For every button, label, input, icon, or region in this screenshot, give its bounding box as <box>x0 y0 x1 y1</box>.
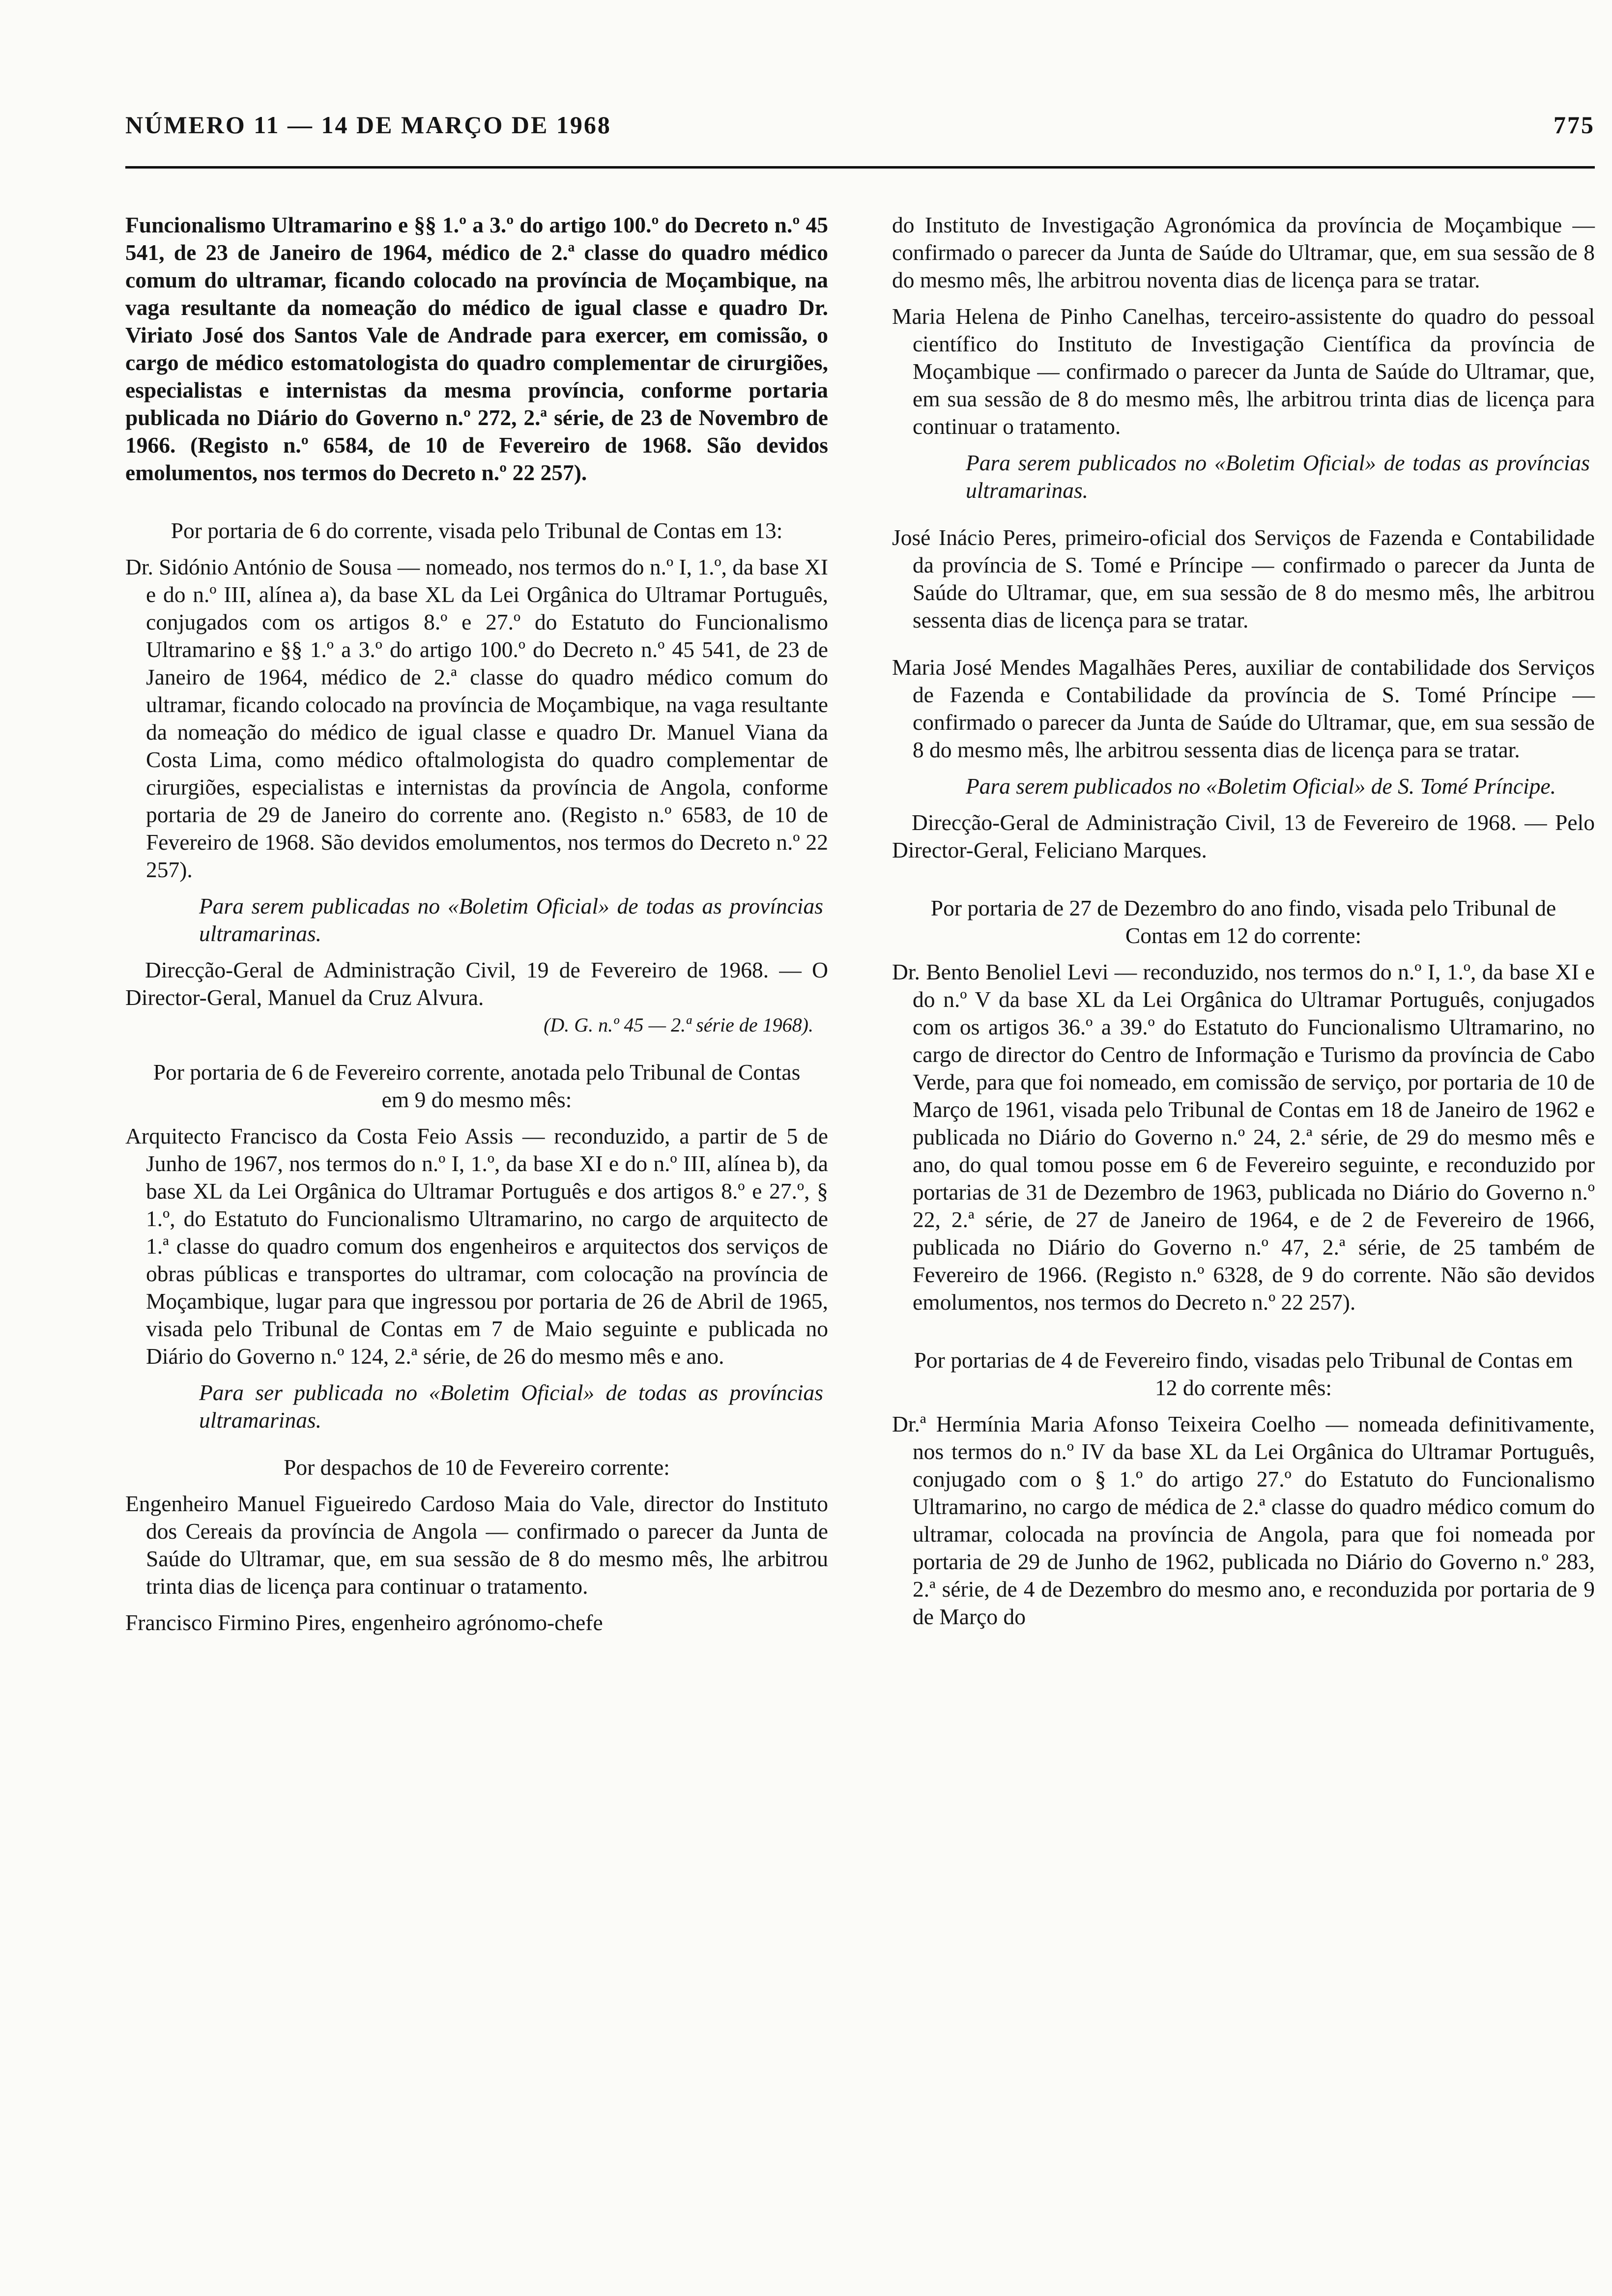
paragraph-intro: Por portarias de 4 de Fevereiro findo, visadas pelo Tribunal de Contas em 12 do corrente mês: <box>914 1348 1573 1400</box>
paragraph: do Instituto de Investigação Agronómica da província de Moçambique — confirmado o parecer da Junta de Saúde do Ultramar, que, em sua sessão de 8 do mesmo mês, lhe arbitrou noventa dias de licença para se tratar. <box>892 212 1595 292</box>
paragraph-entry: Dr. Bento Benoliel Levi — reconduzido, nos termos do n.º I, 1.º, da base XI e do n.º V da base XL da Lei Orgânica do Ultramar Português, conjugados com os artigos 36.º a 39.º do Estatuto do Funcionalismo Ultramarino, no cargo de director do Centro de Informação e Turismo da província de Cabo Verde, para que foi nomeado, em comissão de serviço, por portaria de 10 de Março de 1961, visada pelo Tribunal de Contas em 18 de Janeiro de 1962 e publicada no Diário do Governo n.º 24, 2.ª série, de 29 do mesmo mês e ano, do qual tomou posse em 6 de Fevereiro seguinte, e reconduzido por portarias de 31 de Dezembro de 1963, publicada no Diário do Governo n.º 22, 2.ª série, de 27 de Janeiro de 1964, e de 2 de Fevereiro de 1966, publicada no Diário do Governo n.º 47, 2.ª série, de 25 também de Fevereiro de 1966. (Registo n.º 6328, de 9 do corrente. Não são devidos emolumentos, nos termos do Decreto n.º 22 257). <box>892 959 1595 1315</box>
paragraph-entry: Francisco Firmino Pires, engenheiro agrónomo-chefe <box>125 1610 603 1635</box>
source-reference: (D. G. n.º 45 — 2.ª série de 1968). <box>544 1014 813 1036</box>
paragraph-entry: Maria Helena de Pinho Canelhas, terceiro-assistente do quadro do pessoal científico do Instituto de Investigação Científica da província de Moçambique — confirmado o parecer da Junta de Saúde do Ultramar, que, em sua sessão de 8 do mesmo mês, lhe arbitrou trinta dias de licença para continuar o tratamento. <box>892 304 1595 439</box>
signature-line: Direcção-Geral de Administração Civil, 19 de Fevereiro de 1968. — O Director-Geral, Manuel da Cruz Alvura. <box>125 957 828 1010</box>
paragraph-entry: Arquitecto Francisco da Costa Feio Assis — reconduzido, a partir de 5 de Junho de 1967, nos termos do n.º I, 1.º, da base XI e do n.º III, alínea b), da base XL da Lei Orgânica do Ultramar Português e dos artigos 8.º e 27.º, § 1.º, do Estatuto do Funcionalismo Ultramarino, no cargo de arquitecto de 1.ª classe do quadro comum dos engenheiros e arquitectos dos serviços de obras públicas e transportes do ultramar, com colocação na província de Moçambique, lugar para que ingressou por portaria de 26 de Abril de 1965, visada pelo Tribunal de Contas em 7 de Maio seguinte e publicada no Diário do Governo n.º 124, 2.ª série, de 26 do mesmo mês e ano. <box>125 1123 828 1369</box>
paragraph-entry: Maria José Mendes Magalhães Peres, auxiliar de contabilidade dos Serviços de Fazenda e Contabilidade da província de S. Tomé Príncipe — confirmado o parecer da Junta de Saúde do Ultramar, que, em sua sessão de 8 do mesmo mês, lhe arbitrou sessenta dias de licença para se tratar. <box>892 655 1595 762</box>
paragraph-intro: Por portaria de 6 do corrente, visada pelo Tribunal de Contas em 13: <box>171 518 783 543</box>
paragraph: Funcionalismo Ultramarino e §§ 1.º a 3.º do artigo 100.º do Decreto n.º 45 541, de 23 de Janeiro de 1964, médico de 2.ª classe do quadro médico comum do ultramar, ficando colocado na província de Moçambique, na vaga resultante da nomeação do médico de igual classe e quadro Dr. Viriato José dos Santos Vale de Andrade para exercer, em comissão, o cargo de médico estomatologista do quadro complementar de cirurgiões, especialistas e internistas da mesma província, conforme portaria publicada no Diário do Governo n.º 272, 2.ª série, de 23 de Novembro de 1966. (Registo n.º 6584, de 10 de Fevereiro de 1968. São devidos emolumentos, nos termos do Decreto n.º 22 257). <box>125 212 828 485</box>
paragraph-intro: Por portaria de 27 de Dezembro do ano findo, visada pelo Tribunal de Contas em 12 do corrente: <box>930 895 1556 948</box>
publication-note: Para serem publicados no «Boletim Oficial» de S. Tomé Príncipe. <box>966 774 1556 799</box>
paragraph-entry: Dr. Sidónio António de Sousa — nomeado, nos termos do n.º I, 1.º, da base XI e do n.º III, alínea a), da base XL da Lei Orgânica do Ultramar Português, conjugados com os artigos 8.º e 27.º do Estatuto do Funcionalismo Ultramarino e §§ 1.º a 3.º do artigo 100.º do Decreto n.º 45 541, de 23 de Janeiro de 1964, médico de 2.ª classe do quadro médico comum do ultramar, ficando colocado na província de Moçambique, na vaga resultante da nomeação do médico de igual classe e quadro Dr. Manuel Viana da Costa Lima, como médico oftalmologista do quadro complementar de cirurgiões, especialistas e internistas da província de Angola, conforme portaria de 29 de Janeiro do corrente ano. (Registo n.º 6583, de 10 de Fevereiro de 1968. São devidos emolumentos, nos termos do Decreto n.º 22 257). <box>125 554 828 882</box>
left-column <box>125 211 828 1636</box>
publication-note: Para ser publicada no «Boletim Oficial» de todas as províncias ultramarinas. <box>199 1380 823 1433</box>
signature-line: Direcção-Geral de Administração Civil, 13 de Fevereiro de 1968. — Pelo Director-Geral, Feliciano Marques. <box>892 810 1595 862</box>
page-header <box>125 111 1595 140</box>
right-column <box>892 211 1595 1631</box>
paragraph-entry: Engenheiro Manuel Figueiredo Cardoso Maia do Vale, director do Instituto dos Cereais da província de Angola — confirmado o parecer da Junta de Saúde do Ultramar, que, em sua sessão de 8 do mesmo mês, lhe arbitrou trinta dias de licença para continuar o tratamento. <box>125 1491 828 1599</box>
paragraph-entry: Dr.ª Hermínia Maria Afonso Teixeira Coelho — nomeada definitivamente, nos termos do n.º IV da base XL da Lei Orgânica do Ultramar Português, conjugado com o § 1.º do artigo 27.º do Estatuto do Funcionalismo Ultramarino, no cargo de médica de 2.ª classe do quadro médico comum do ultramar, colocada na província de Angola, para que foi nomeada por portaria de 29 de Junho de 1962, publicada no Diário do Governo n.º 283, 2.ª série, de 4 de Dezembro do mesmo ano, e reconduzida por portaria de 9 de Março do <box>892 1411 1595 1629</box>
paragraph-intro: Por despachos de 10 de Fevereiro corrente: <box>284 1455 670 1480</box>
paragraph-entry: José Inácio Peres, primeiro-oficial dos Serviços de Fazenda e Contabilidade da província de S. Tomé e Príncipe — confirmado o parecer da Junta de Saúde do Ultramar, que, em sua sessão de 8 do mesmo mês, lhe arbitrou sessenta dias de licença para se tratar. <box>892 525 1595 632</box>
publication-note: Para serem publicadas no «Boletim Oficial» de todas as províncias ultramarinas. <box>199 893 823 946</box>
header-title: NÚMERO 11 — 14 DE MARÇO DE 1968 <box>125 111 611 139</box>
header-rule <box>125 166 1595 169</box>
page-number: 775 <box>1554 111 1595 139</box>
paragraph-intro: Por portaria de 6 de Fevereiro corrente, anotada pelo Tribunal de Contas em 9 do mesmo mês: <box>153 1060 801 1112</box>
publication-note: Para serem publicados no «Boletim Oficial» de todas as províncias ultramarinas. <box>966 450 1590 503</box>
